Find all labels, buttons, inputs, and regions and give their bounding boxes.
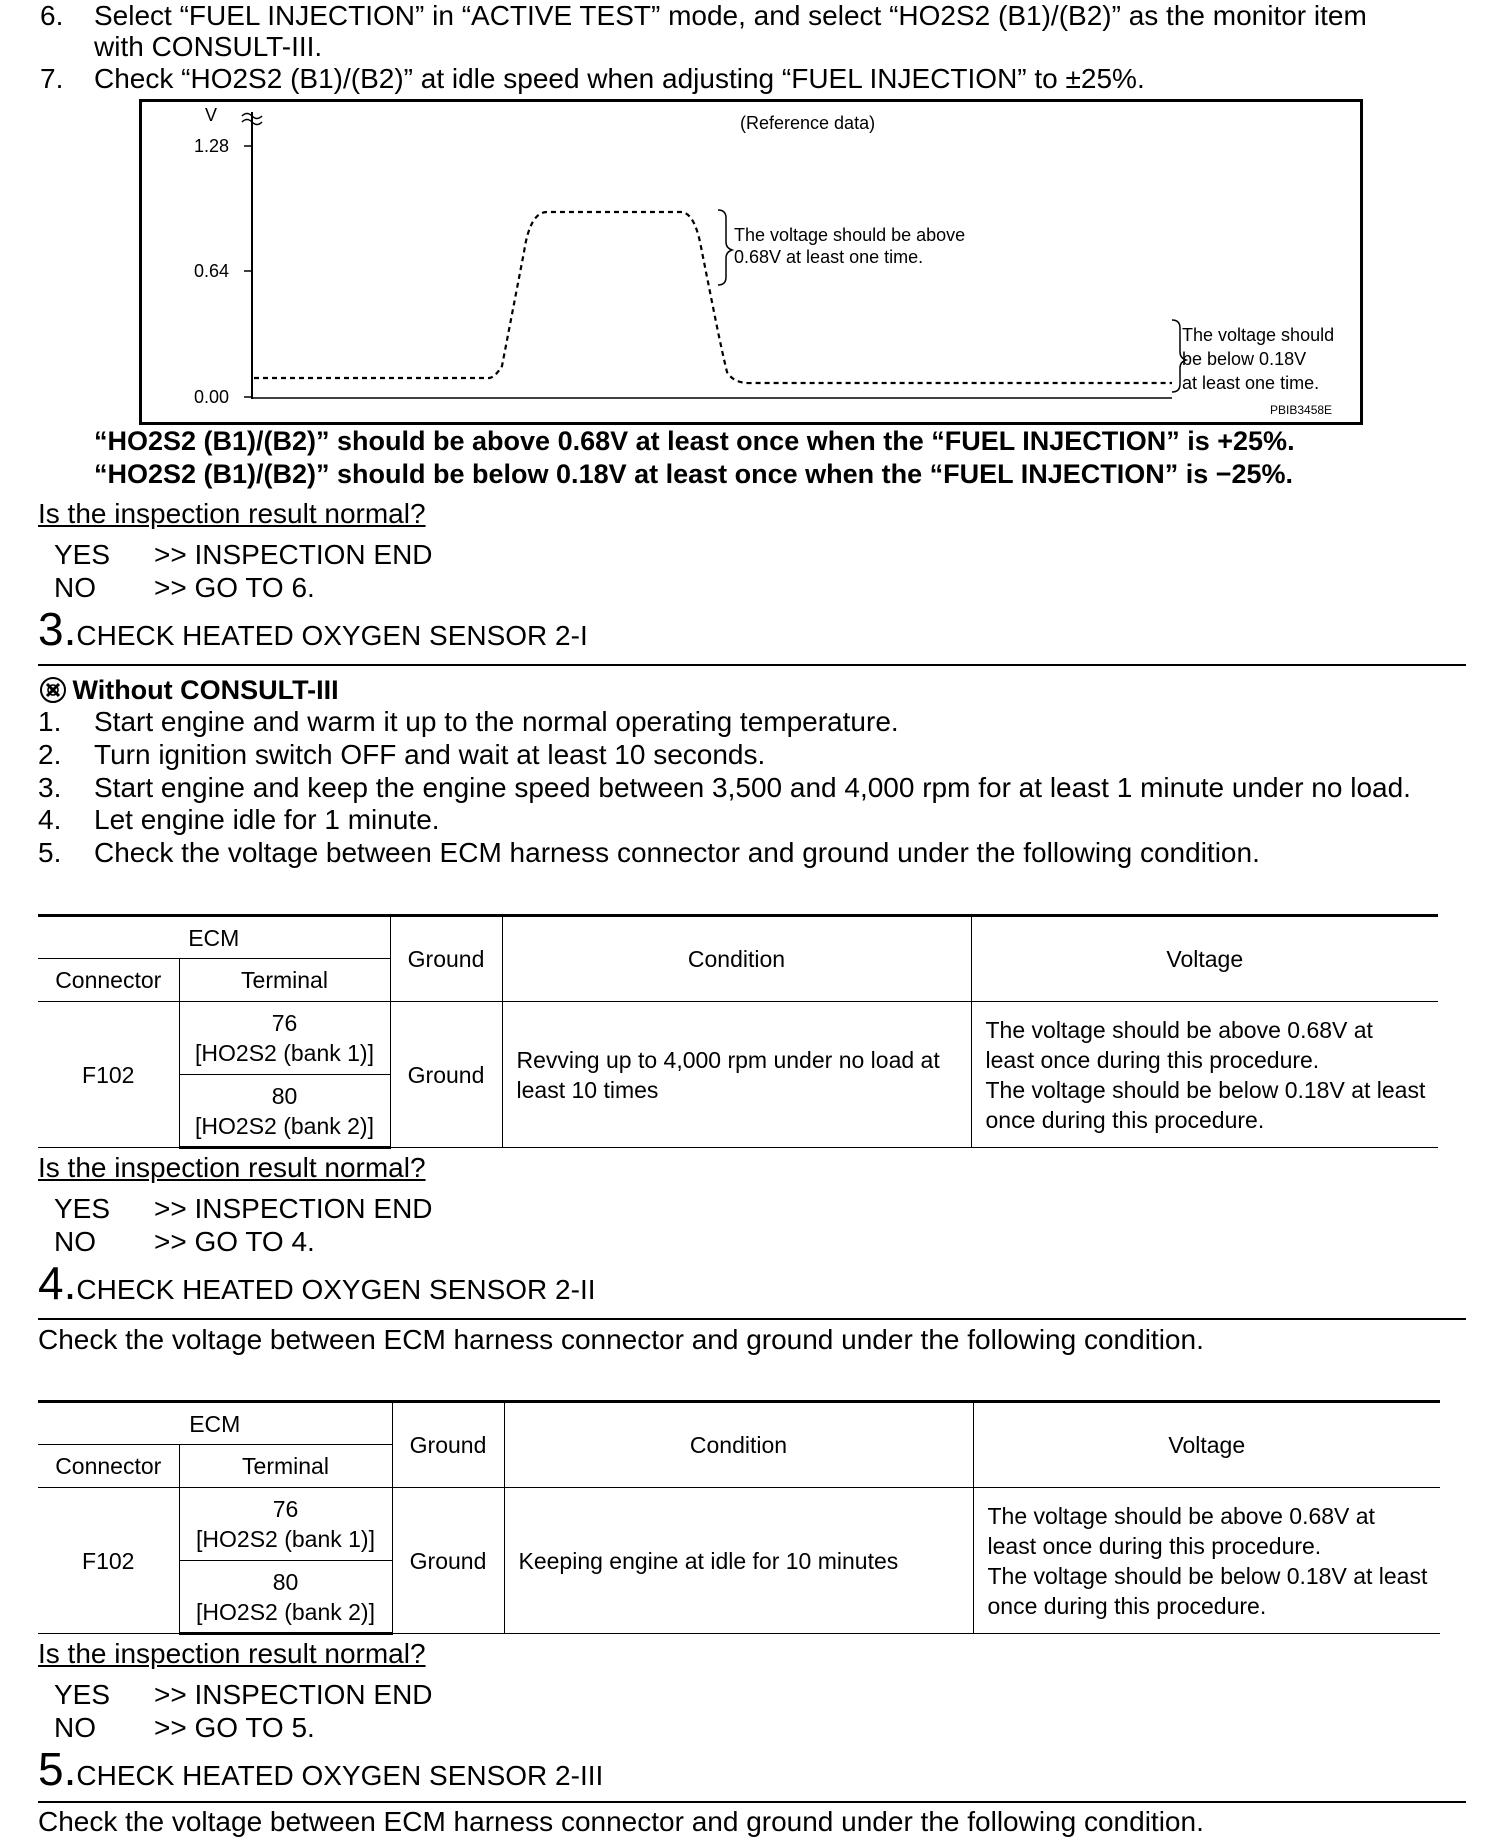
step-3-number: 3. [38, 603, 77, 655]
s3-item-1-number: 1. [38, 706, 62, 737]
t2-terminal-76 [179, 1488, 392, 1561]
t1-terminal-76 [179, 1002, 390, 1075]
t1-connector-value: F102 [38, 1002, 179, 1148]
y-tick-label-0-64: 0.64 [194, 261, 230, 281]
t1-terminal-80 [179, 1075, 390, 1148]
note-above-line-1: The voltage should be above [734, 225, 966, 245]
t2-voltage-value [973, 1488, 1440, 1634]
t2-terminal-header: Terminal [179, 1445, 392, 1488]
reference-voltage-figure [139, 99, 1363, 425]
step-4-number: 4. [38, 1257, 77, 1309]
y-unit-label: V [205, 105, 218, 125]
t2-terminal-76-label: [HO2S2 (bank 1)] [196, 1526, 375, 1552]
note-above-line-2: 0.68V at least one time. [734, 247, 924, 267]
step-3-title: CHECK HEATED OXYGEN SENSOR 2-I [76, 620, 588, 651]
s3-item-4-text: Let engine idle for 1 minute. [94, 804, 440, 835]
t1-terminal-80-label: [HO2S2 (bank 2)] [195, 1112, 374, 1139]
q2-yes-label: YES [54, 1193, 111, 1224]
t2-ecm-header: ECM [38, 1402, 392, 1445]
q2-no-action: >> GO TO 4. [154, 1226, 315, 1257]
t1-voltage-line-4: once during this procedure. [985, 1106, 1265, 1133]
step-5-heading [38, 1744, 603, 1794]
step-6-line-1: Select “FUEL INJECTION” in “ACTIVE TEST” mode, and select “HO2S2 (B1)/(B2)” as the monitor item [94, 0, 1367, 31]
note-below-line-3: at least one time. [1182, 373, 1320, 393]
t1-terminal-76-number: 76 [271, 1010, 298, 1036]
step-4-rule [38, 1318, 1466, 1320]
step-3-heading [38, 604, 588, 654]
t1-connector-header: Connector [38, 959, 179, 1002]
step-4-heading [38, 1258, 596, 1308]
step-6-number: 6. [40, 0, 64, 31]
q1-question: Is the inspection result normal? [38, 498, 426, 529]
t2-condition-value: Keeping engine at idle for 10 minutes [504, 1488, 973, 1634]
s3-item-3-text: Start engine and keep the engine speed between 3,500 and 4,000 rpm for at least 1 minute under no load. [94, 772, 1411, 803]
q3-no-label: NO [54, 1712, 96, 1743]
s3-item-5-text: Check the voltage between ECM harness connector and ground under the following condition. [94, 837, 1260, 868]
criterion-below: “HO2S2 (B1)/(B2)” should be below 0.18V at least once when the “FUEL INJECTION” is −25%. [94, 459, 1294, 489]
t2-voltage-line-3: The voltage should be below 0.18V at least [987, 1562, 1428, 1589]
t2-voltage-line-4: once during this procedure. [987, 1592, 1267, 1619]
q3-yes-label: YES [54, 1679, 111, 1710]
t1-terminal-header: Terminal [179, 959, 390, 1002]
s3-item-3-number: 3. [38, 772, 62, 803]
consult-mode-label [38, 674, 339, 706]
t2-terminal-80-label: [HO2S2 (bank 2)] [196, 1598, 375, 1625]
t1-condition-line-1: Revving up to 4,000 rpm under no load at [516, 1046, 940, 1073]
t1-terminal-76-label: [HO2S2 (bank 1)] [195, 1040, 374, 1066]
t2-voltage-line-2: least once during this procedure. [987, 1532, 1322, 1559]
step-5-title: CHECK HEATED OXYGEN SENSOR 2-III [76, 1760, 604, 1791]
s3-item-2-number: 2. [38, 739, 62, 770]
step-6-line-2: with CONSULT-III. [94, 31, 323, 62]
step-5-number: 5. [38, 1743, 77, 1795]
t1-voltage-header: Voltage [971, 916, 1438, 1002]
y-tick-label-0-00: 0.00 [194, 387, 230, 407]
q3-no-action: >> GO TO 5. [154, 1712, 315, 1743]
q2-no-label: NO [54, 1226, 96, 1257]
q1-no-label: NO [54, 572, 96, 603]
bracket-above-icon [718, 210, 732, 285]
q1-yes-label: YES [54, 539, 111, 570]
q1-no-action: >> GO TO 6. [154, 572, 315, 603]
step-5-text: Check the voltage between ECM harness connector and ground under the following condition. [38, 1806, 1204, 1837]
t1-voltage-line-1: The voltage should be above 0.68V at [985, 1016, 1373, 1043]
t2-terminal-80-number: 80 [272, 1568, 299, 1595]
t1-voltage-value [971, 1002, 1438, 1148]
y-tick-label-1-28: 1.28 [194, 136, 230, 156]
criterion-above: “HO2S2 (B1)/(B2)” should be above 0.68V at least once when the “FUEL INJECTION” is +25%. [94, 426, 1295, 456]
t2-connector-header: Connector [38, 1445, 179, 1488]
t2-ground-header: Ground [392, 1402, 504, 1488]
t2-condition-header: Condition [504, 1402, 973, 1488]
waveform-line [254, 212, 1172, 383]
t1-condition-value [502, 1002, 971, 1148]
s3-item-4-number: 4. [38, 804, 62, 835]
figure-id-label: PBIB3458E [1270, 403, 1333, 417]
t1-voltage-line-3: The voltage should be below 0.18V at least [985, 1076, 1426, 1103]
t2-voltage-header: Voltage [973, 1402, 1440, 1488]
step-5-rule [38, 1801, 1466, 1803]
q2-yes-action: >> INSPECTION END [154, 1193, 433, 1224]
t1-ecm-header: ECM [38, 916, 390, 959]
step-7-number: 7. [40, 63, 64, 94]
t2-voltage-line-1: The voltage should be above 0.68V at [987, 1502, 1375, 1529]
s3-item-5-number: 5. [38, 837, 62, 868]
t2-terminal-80 [179, 1561, 392, 1634]
s3-item-2-text: Turn ignition switch OFF and wait at least 10 seconds. [94, 739, 766, 770]
q3-yes-action: >> INSPECTION END [154, 1679, 433, 1710]
step-7-line-1: Check “HO2S2 (B1)/(B2)” at idle speed when adjusting “FUEL INJECTION” to ±25%. [94, 63, 1145, 94]
t2-terminal-76-number: 76 [272, 1496, 299, 1522]
reference-data-label: (Reference data) [740, 113, 876, 133]
voltage-spec-table-1 [38, 914, 1438, 1149]
t1-condition-line-2: least 10 times [516, 1076, 659, 1103]
step-4-title: CHECK HEATED OXYGEN SENSOR 2-II [76, 1274, 596, 1305]
s3-item-1-text: Start engine and warm it up to the normal operating temperature. [94, 706, 899, 737]
step-3-rule [38, 664, 1466, 666]
t1-terminal-80-number: 80 [271, 1082, 298, 1109]
no-consult-icon [38, 675, 68, 705]
t1-voltage-line-2: least once during this procedure. [985, 1046, 1320, 1073]
note-below-line-2: be below 0.18V [1182, 349, 1307, 369]
q1-yes-action: >> INSPECTION END [154, 539, 433, 570]
t2-ground-value: Ground [392, 1488, 504, 1634]
q3-question: Is the inspection result normal? [38, 1638, 426, 1669]
note-below-line-1: The voltage should [1182, 325, 1335, 345]
step-4-text: Check the voltage between ECM harness connector and ground under the following condition. [38, 1324, 1204, 1355]
voltage-spec-table-2 [38, 1400, 1440, 1635]
t1-ground-header: Ground [390, 916, 502, 1002]
t1-condition-header: Condition [502, 916, 971, 1002]
t1-ground-value: Ground [390, 1002, 502, 1148]
q2-question: Is the inspection result normal? [38, 1152, 426, 1183]
consult-mode-text: Without CONSULT-III [72, 675, 339, 705]
t2-connector-value: F102 [38, 1488, 179, 1634]
